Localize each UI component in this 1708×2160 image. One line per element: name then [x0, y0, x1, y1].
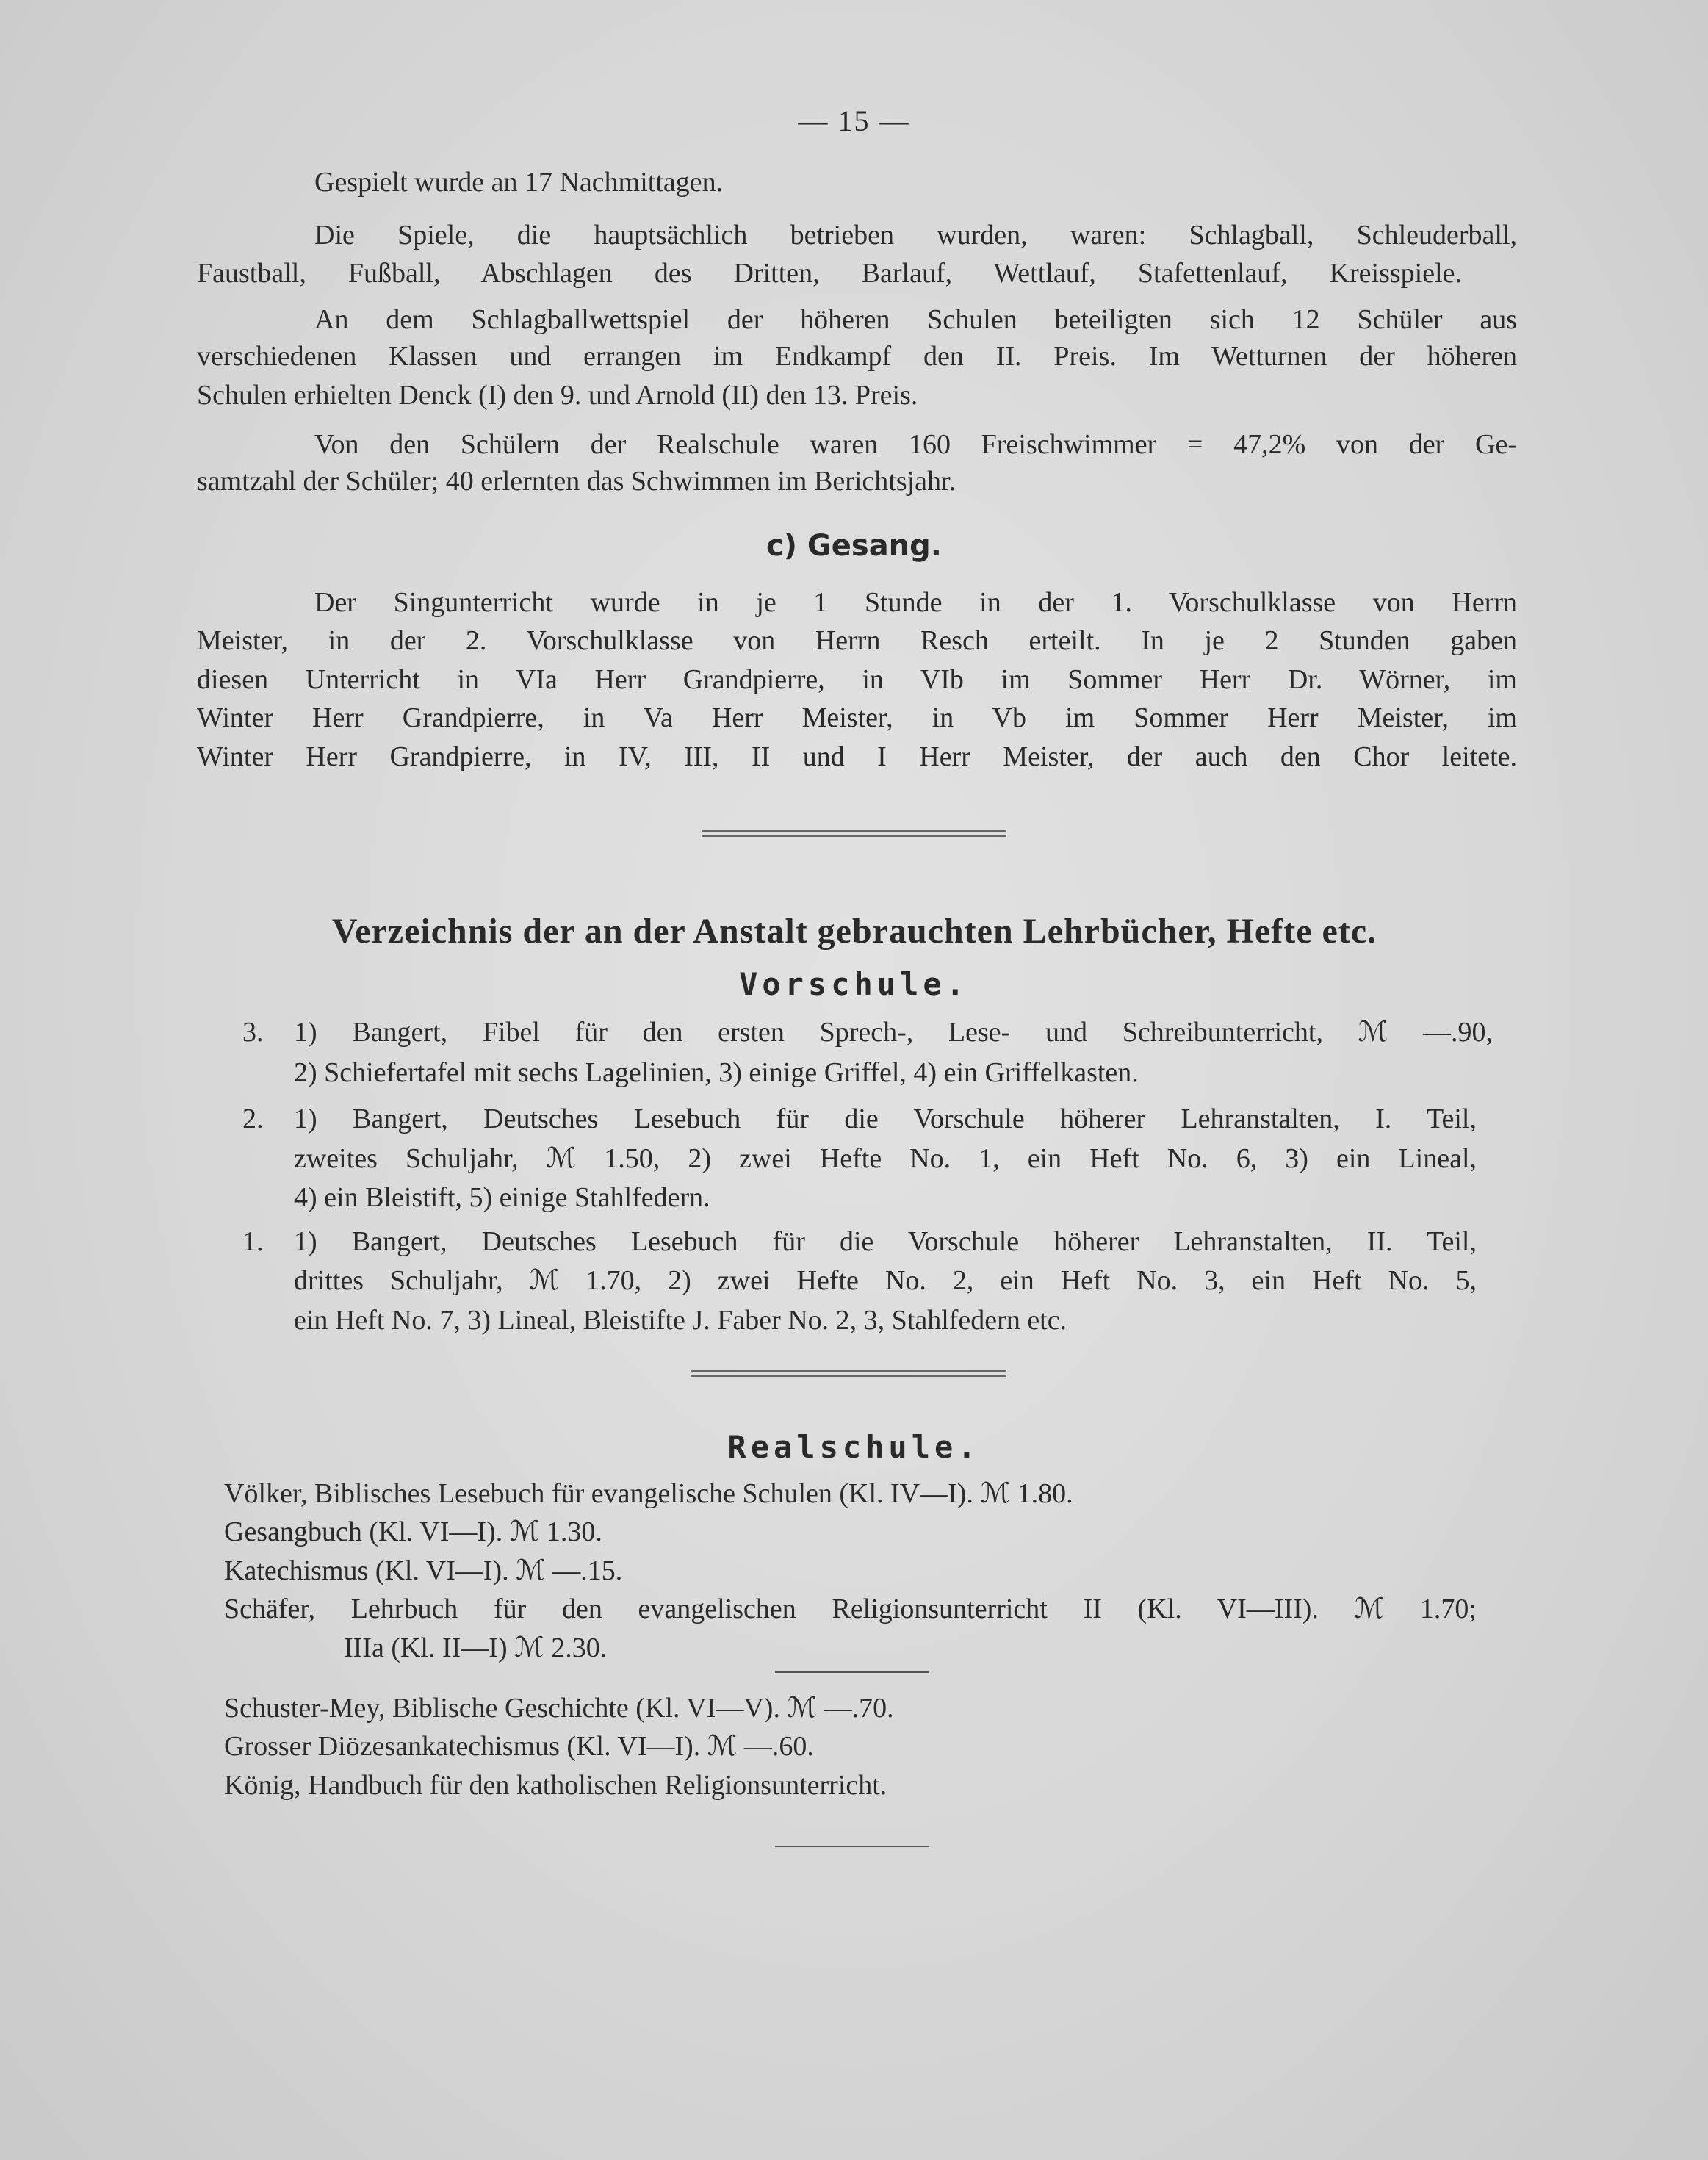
- book-entry: Gesangbuch (Kl. VI—I). ℳ 1.30.: [224, 1516, 602, 1547]
- book-entry: König, Handbuch für den katholischen Religionsunterricht.: [224, 1770, 887, 1801]
- paragraph-line: samtzahl der Schüler; 40 erlernten das Schwimmen im Berichtsjahr.: [197, 466, 956, 497]
- book-entry: IIIa (Kl. II—I) ℳ 2.30.: [344, 1632, 608, 1663]
- paragraph-line: Faustball, Fußball, Abschlagen des Dritten, Barlauf, Wettlauf, Stafettenlauf, Kreisspiele.: [197, 258, 1462, 289]
- paragraph-line: Meister, in der 2. Vorschulklasse von Herrn Resch erteilt. In je 2 Stunden gaben: [197, 625, 1517, 656]
- list-item-line: 1) Bangert, Fibel für den ersten Sprech-, Lese- und Schreibunterricht, ℳ —.90,: [294, 1017, 1493, 1048]
- book-entry: Grosser Diözesankatechismus (Kl. VI—I). ℳ —.60.: [224, 1731, 814, 1762]
- section-divider: [702, 830, 1006, 837]
- section-heading-vorschule: Vorschule.: [739, 966, 969, 1002]
- paragraph-line: Gespielt wurde an 17 Nachmittagen.: [314, 167, 724, 198]
- list-item-line: 4) ein Bleistift, 5) einige Stahlfedern.: [294, 1182, 710, 1213]
- list-item-line: zweites Schuljahr, ℳ 1.50, 2) zwei Hefte No. 1, ein Heft No. 6, 3) ein Lineal,: [294, 1143, 1477, 1174]
- paragraph-line: Schulen erhielten Denck (I) den 9. und Arnold (II) den 13. Preis.: [197, 380, 918, 411]
- book-entry: Schäfer, Lehrbuch für den evangelischen Religionsunterricht II (Kl. VI—III). ℳ 1.70;: [224, 1594, 1477, 1624]
- list-item-number: 3.: [242, 1017, 264, 1048]
- page-number: — 15 —: [798, 104, 910, 137]
- paragraph-line: An dem Schlagballwettspiel der höheren Schulen beteiligten sich 12 Schüler aus: [314, 304, 1517, 335]
- book-entry: Schuster-Mey, Biblische Geschichte (Kl. VI—V). ℳ —.70.: [224, 1693, 894, 1724]
- section-heading-realschule: Realschule.: [727, 1429, 981, 1465]
- document-title: Verzeichnis der an der Anstalt gebrauchten Lehrbücher, Hefte etc.: [331, 912, 1377, 951]
- list-item-line: ein Heft No. 7, 3) Lineal, Bleistifte J. Faber No. 2, 3, Stahlfedern etc.: [294, 1305, 1067, 1336]
- paragraph-line: Die Spiele, die hauptsächlich betrieben wurden, waren: Schlagball, Schleuderball,: [314, 220, 1517, 251]
- list-item-number: 2.: [242, 1104, 264, 1134]
- book-entry: Katechismus (Kl. VI—I). ℳ —.15.: [224, 1555, 623, 1586]
- list-item-line: 1) Bangert, Deutsches Lesebuch für die Vorschule höherer Lehranstalten, I. Teil,: [294, 1104, 1477, 1134]
- list-item-line: 1) Bangert, Deutsches Lesebuch für die Vorschule höherer Lehranstalten, II. Teil,: [294, 1226, 1477, 1257]
- list-item-line: 2) Schiefertafel mit sechs Lagelinien, 3) einige Griffel, 4) ein Griffelkasten.: [294, 1057, 1139, 1088]
- separator-rule: [775, 1846, 929, 1847]
- paragraph-line: Von den Schülern der Realschule waren 160 Freischwimmer = 47,2% von der Ge-: [314, 429, 1517, 460]
- paragraph-line: Winter Herr Grandpierre, in Va Herr Meister, in Vb im Sommer Herr Meister, im: [197, 702, 1517, 733]
- paragraph-line: Der Singunterricht wurde in je 1 Stunde in der 1. Vorschulklasse von Herrn: [314, 587, 1517, 618]
- paragraph-line: verschiedenen Klassen und errangen im Endkampf den II. Preis. Im Wetturnen der höheren: [197, 341, 1517, 372]
- section-divider: [691, 1370, 1006, 1377]
- list-item-number: 1.: [242, 1226, 264, 1257]
- book-entry: Völker, Biblisches Lesebuch für evangelische Schulen (Kl. IV—I). ℳ 1.80.: [224, 1478, 1073, 1509]
- paragraph-line: diesen Unterricht in VIa Herr Grandpierre, in VIb im Sommer Herr Dr. Wörner, im: [197, 664, 1517, 695]
- list-item-line: drittes Schuljahr, ℳ 1.70, 2) zwei Hefte No. 2, ein Heft No. 3, ein Heft No. 5,: [294, 1265, 1477, 1296]
- section-heading-gesang: c) Gesang.: [766, 529, 942, 563]
- separator-rule: [775, 1671, 929, 1673]
- paragraph-line: Winter Herr Grandpierre, in IV, III, II und I Herr Meister, der auch den Chor leitete.: [197, 741, 1517, 772]
